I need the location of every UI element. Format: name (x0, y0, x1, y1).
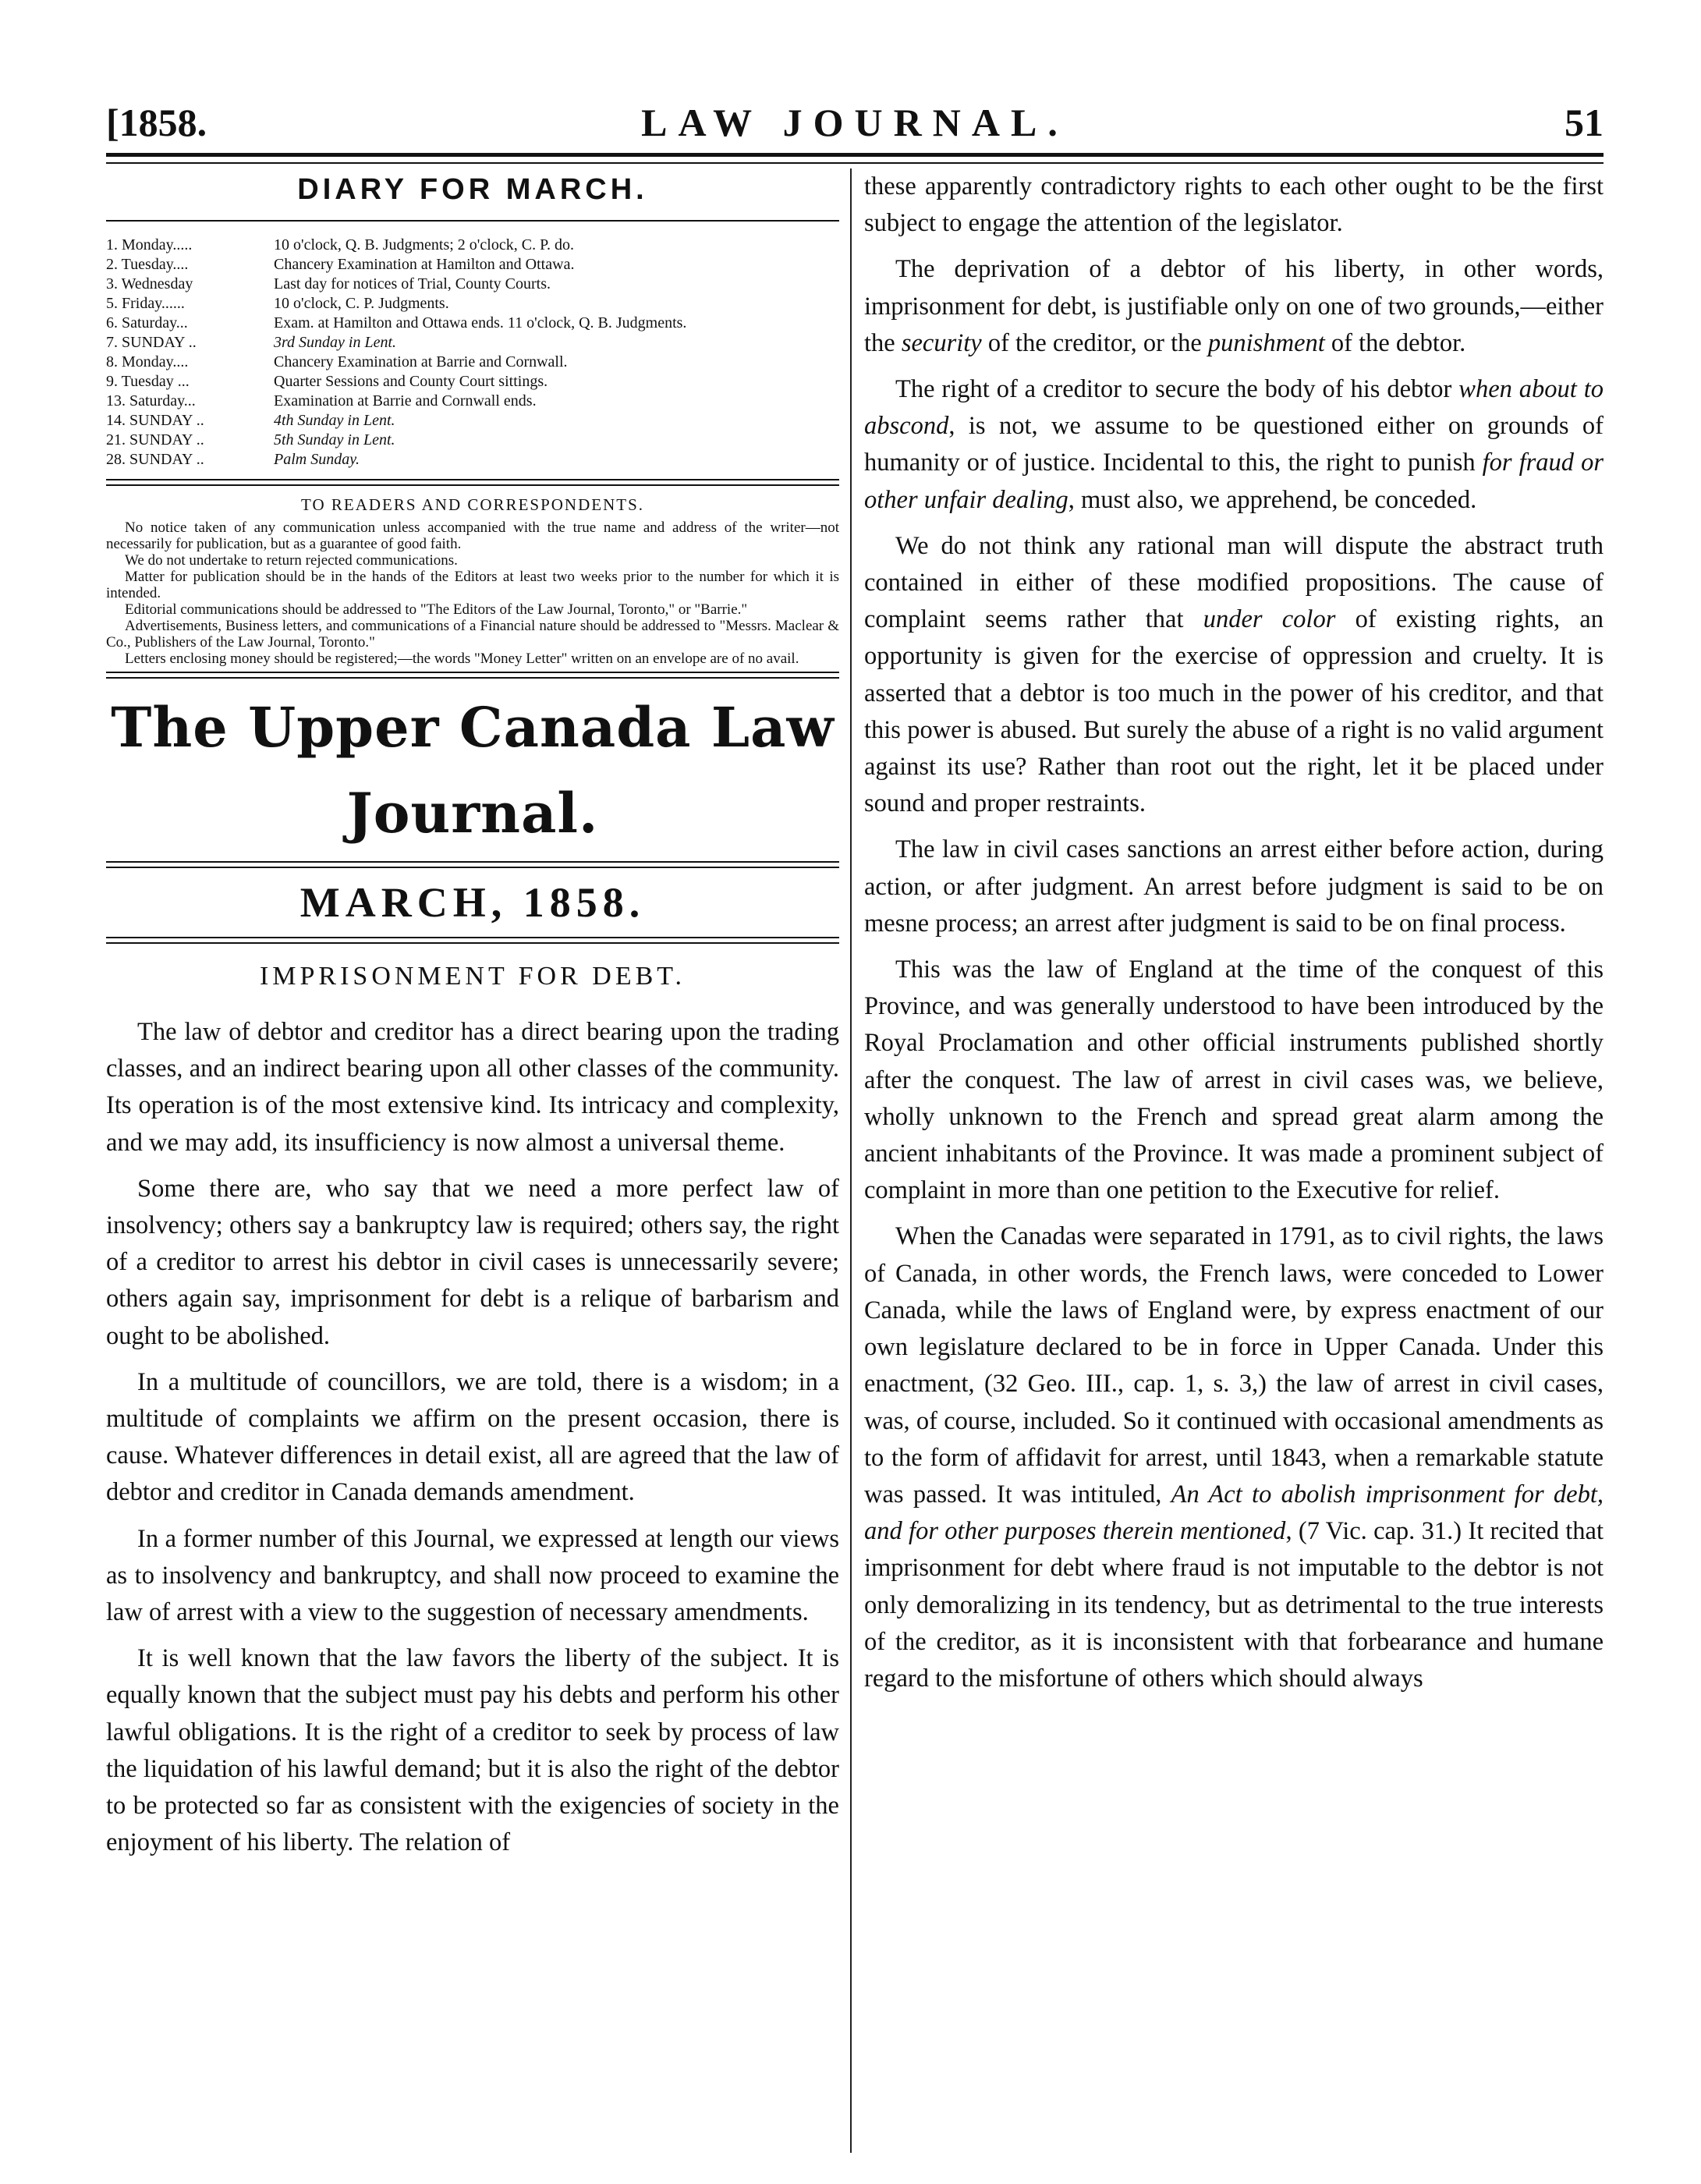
diary-event: Last day for notices of Trial, County Courts. (274, 275, 551, 292)
italic-run: for fraud or other unfair dealing (864, 448, 1604, 514)
diary-entry (106, 236, 839, 255)
diary-event: Chancery Examination at Hamilton and Ottawa. (274, 256, 575, 273)
article-paragraph (864, 371, 1604, 519)
notice-item: Letters enclosing money should be registered;—the words "Money Letter" written on an envelope are of no avail. (125, 651, 799, 667)
column-divider (850, 168, 852, 2153)
diary-date: 13. Saturday... (106, 392, 196, 410)
diary-entry (106, 353, 839, 372)
diary-date: 14. SUNDAY .. (106, 412, 204, 429)
diary-date: 2. Tuesday.... (106, 256, 189, 273)
diary-end-rule (106, 479, 839, 486)
diary-entry (106, 411, 839, 431)
italic-run: under color (1203, 605, 1336, 634)
diary-date: 1. Monday..... (106, 236, 193, 254)
diary-event: Examination at Barrie and Cornwall ends. (274, 392, 537, 410)
italic-run: when about to abscond (864, 375, 1604, 441)
page-number: 51 (1565, 101, 1604, 144)
text-run: The right of a creditor to secure the body of his debtor (895, 375, 1459, 404)
diary-entry (106, 255, 839, 275)
text-run: The deprivation of a debtor of his liberty, in other words, imprisonment for debt, is justifiable only on one of two grounds,—either the (864, 255, 1604, 357)
notice-item: Advertisements, Business letters, and communications of a Financial nature should be addressed to "Messrs. Maclear & Co., Publishers of the Law Journal, Toronto." (106, 618, 839, 651)
article-paragraph: The law of debtor and creditor has a direct bearing upon the trading classes, and an indirect bearing upon all other classes of the community. Its operation is of the most extensive kind. Its intricacy and complexity, and we may add, its insufficiency is now almost a universal theme. (106, 1018, 839, 1157)
masthead-rule (106, 861, 839, 868)
diary-entry (106, 333, 839, 353)
diary-event: Chancery Examination at Barrie and Cornwall. (274, 353, 568, 370)
article-paragraph: It is well known that the law favors the liberty of the subject. It is equally known that the subject must pay his debts and perform his other lawful obligations. It is the right of a creditor to seek by process of law the liquidation of his lawful demand; but it is also the right of the debtor to be protected so far as consistent with the exigencies of society in the enjoyment of his liberty. The relation of (106, 1644, 839, 1857)
journal-title: LAW JOURNAL. (641, 101, 1068, 144)
article-paragraph: The law in civil cases sanctions an arrest either before action, during action, or after judgment. An arrest before judgment is said to be on mesne process; an arrest after judgment is said to be on final process. (864, 835, 1604, 938)
diary-event: Quarter Sessions and County Court sittings. (274, 373, 548, 390)
italic-run: An Act to abolish imprisonment for debt, and for other purposes therein mentioned (864, 1480, 1604, 1546)
notice-item: No notice taken of any communication unless accompanied with the true name and address of the writer—not necessarily for publication, but as a guarantee of good faith. (106, 519, 839, 552)
diary-date: 5. Friday...... (106, 295, 185, 312)
diary-entry (106, 294, 839, 314)
article-paragraph (864, 251, 1604, 362)
diary-title: DIARY FOR MARCH. (297, 173, 648, 206)
article-paragraph: In a multitude of councillors, we are told, there is a wisdom; in a multitude of complaints we affirm on the present occasion, there is cause. Whatever differences in detail exist, all are agreed that the law of debtor and creditor in Canada demands amendment. (106, 1367, 839, 1507)
italic-run: security (901, 328, 982, 357)
header-rule-thin (106, 162, 1604, 164)
article-title: IMPRISONMENT FOR DEBT. (259, 962, 686, 991)
text-run: , (7 Vic. cap. 31.) It recited that imprisonment for debt where fraud is not imputable to the debtor is not only demoralizing in its tendency, but as detrimental to the true interests of the creditor, as it is inconsistent with that forbearance and humane regard to the misfortune of others which should always (864, 1517, 1604, 1693)
diary-date: 8. Monday.... (106, 353, 189, 370)
text-run: of the debtor. (1324, 328, 1466, 357)
journal-page (106, 94, 1604, 2153)
text-run: , is not, we assume to be questioned either on grounds of humanity or of justice. Incidental to this, the right to punish (864, 412, 1604, 477)
notice-item: We do not undertake to return rejected communications. (125, 552, 458, 569)
diary-entry (106, 275, 839, 294)
diary-event: 4th Sunday in Lent. (274, 412, 395, 429)
diary-event: Exam. at Hamilton and Ottawa ends. 11 o'clock, Q. B. Judgments. (274, 314, 687, 332)
article-paragraph: these apparently contradictory rights to each other ought to be the first subject to engage the attention of the legislator. (864, 172, 1604, 238)
text-run: of existing rights, an opportunity is given for the exercise of oppression and cruelty. It is asserted that a debtor is too much in the power of his creditor, and that this power is abused. But surely the abuse of a right is no valid argument against its use? Rather than root out the right, let it be placed under sound and proper restraints. (864, 605, 1604, 818)
diary-date: 21. SUNDAY .. (106, 431, 204, 448)
diary-list (106, 236, 839, 470)
article-paragraph: Some there are, who say that we need a more perfect law of insolvency; others say a bankruptcy law is required; others say, the right of a creditor to arrest his debtor in civil cases is unnecessarily severe; others again say, imprisonment for debt is a relique of barbarism and ought to be abolished. (106, 1174, 839, 1350)
header-year: [1858. (106, 101, 207, 144)
notice-item: Editorial communications should be addressed to "The Editors of the Law Journal, Toronto," or "Barrie." (125, 601, 748, 618)
diary-date: 6. Saturday... (106, 314, 188, 332)
diary-date: 7. SUNDAY .. (106, 334, 197, 351)
notice-item: Matter for publication should be in the hands of the Editors at least two weeks prior to the number for which it is intended. (106, 569, 839, 601)
diary-rule (106, 220, 839, 222)
masthead: The Upper Canada Law Journal. (111, 695, 835, 846)
header-rule-thick (106, 153, 1604, 157)
diary-entry (106, 431, 839, 450)
text-run: , must also, we apprehend, be conceded. (1068, 485, 1477, 514)
page-header (106, 94, 1604, 148)
diary-entry (106, 372, 839, 392)
issue-date-rule (106, 937, 839, 944)
text-run: We do not think any rational man will dispute the abstract truth contained in either of these modified propositions. The cause of complaint seems rather that (864, 531, 1604, 634)
diary-event: 5th Sunday in Lent. (274, 431, 395, 448)
diary-date: 9. Tuesday ... (106, 373, 190, 390)
article-paragraph: In a former number of this Journal, we expressed at length our views as to insolvency and bankruptcy, and shall now proceed to examine the law of arrest with a view to the suggestion of necessary amendments. (106, 1524, 839, 1627)
article-paragraph: This was the law of England at the time of the conquest of this Province, and was generally understood to have been introduced by the Royal Proclamation and other official instruments published shortly after the conquest. The law of arrest in civil cases was, we believe, wholly unknown to the French and spread great alarm among the ancient inhabitants of the Province. It was made a prominent subject of complaint in more than one petition to the Executive for relief. (864, 956, 1604, 1205)
right-column (864, 168, 1604, 2153)
diary-event: 3rd Sunday in Lent. (274, 334, 397, 351)
diary-entry (106, 450, 839, 470)
article-paragraph (864, 1218, 1604, 1697)
article-paragraph (864, 528, 1604, 823)
diary-entry (106, 314, 839, 333)
italic-run: punishment (1207, 328, 1325, 357)
issue-date: MARCH, 1858. (299, 879, 646, 926)
diary-event: Palm Sunday. (274, 451, 360, 468)
diary-date: 3. Wednesday (106, 275, 193, 292)
diary-event: 10 o'clock, C. P. Judgments. (274, 295, 449, 312)
diary-date: 28. SUNDAY .. (106, 451, 204, 468)
diary-event: 10 o'clock, Q. B. Judgments; 2 o'clock, C. P. do. (274, 236, 574, 254)
text-run: of the creditor, or the (981, 328, 1208, 357)
diary-entry (106, 392, 839, 411)
left-column (106, 168, 839, 2153)
readers-title: TO READERS AND CORRESPONDENTS. (301, 495, 644, 514)
readers-end-rule (106, 672, 839, 679)
text-run: When the Canadas were separated in 1791, as to civil rights, the laws of Canada, in other words, the French laws, were conceded to Lower Canada, while the laws of England were, by express enactment of our own legislature declared to be in force in Upper Canada. Under this enactment, (32 Geo. III., cap. 1, s. 3,) the law of arrest in civil cases, was, of course, included. So it continued with occasional amendments as to the form of affidavit for arrest, until 1843, when a remarkable statute was passed. It was intituled, (864, 1222, 1604, 1509)
